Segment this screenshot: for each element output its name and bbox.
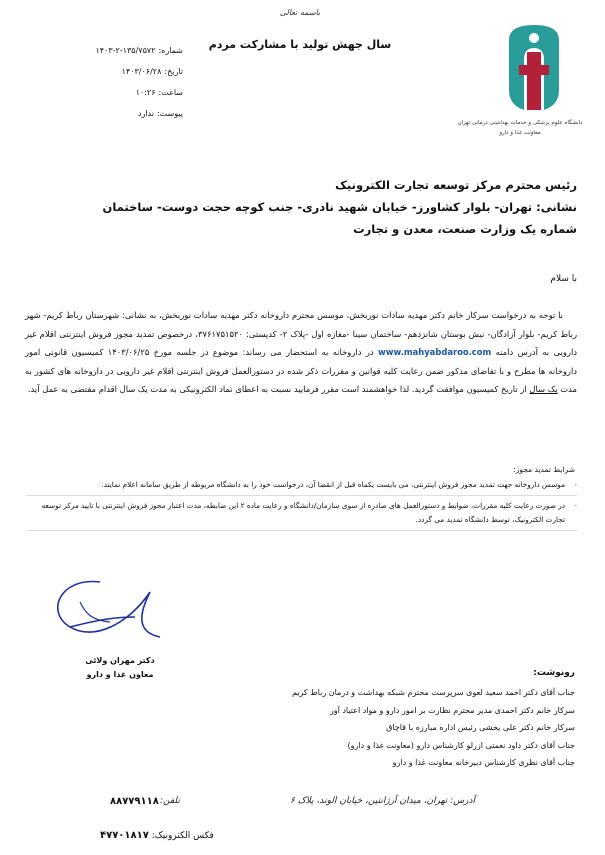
list-item: جناب آقای نظری کارشناس دبیرخانه معاونت غذا و دارو [392, 758, 575, 767]
footer-address: آدرس: تهران، میدان آرژانتین، خیابان الوند، پلاک ۶ [290, 796, 475, 806]
handwritten-signature [40, 572, 170, 652]
addressee-title: رئیس محترم مرکز توسعه تجارت الکترونیک [335, 178, 577, 192]
cc-title: رونوشت: [533, 668, 575, 678]
addressee-address: نشانی: تهران- بلوار کشاورز- خیابان شهید نادری- جنب کوچه حجت دوست- ساختمان [102, 200, 577, 214]
footer-tel-label: تلفن: [160, 796, 180, 806]
signer-name: دکتر مهران ولائی [85, 656, 155, 665]
year-slogan: سال جهش تولید با مشارکت مردم [208, 38, 392, 51]
meta-attachment: ندارد پیوست: [137, 109, 183, 118]
basmala: باسمه تعالی [279, 8, 321, 17]
meta-time: ۱۰:۲۶ ساعت: [135, 88, 183, 97]
duration-underlined: یک سال [529, 384, 558, 395]
meta-date: ۱۴۰۳/۰۶/۲۸ تاریخ: [121, 67, 183, 76]
footer-tel: ۸۸۷۷۹۱۱۸ [110, 796, 159, 807]
list-item: سرکار خانم دکتر علی یخشی رئیس اداره مبارزه با قاچاق [386, 723, 575, 732]
letter-meta [38, 40, 183, 124]
letter-body: با توجه به درخواست سرکار خانم دکتر مهدیه سادات نوربخش، موسس محترم داروخانه دکتر مهدیه سادات نوربخش، به نشانی: شهرستان رباط کریم- شهر رباط کریم- بلوار آزادگان- نبش بوستان شانزدهم- ساختمان سینا -مغازه اول -پلاک ۲- کدپستی: ۳۷۶۱۷۵۱۵۲۰، درخصوص تمدید مجوز فروش اینترنتی اقلام غیر دارویی به آدرس دامنه www.mahyabdaroo.com در داروخانه به استحضار می رساند: موضوع در جلسه مورخ ۱۴۰۳/۰۶/۲۵ کمیسیون قانونی امور داروخانه ها مطرح و با تقاضای مذکور ضمن رعایت کلیه قوانین و مقررات ذکر شده در دستورالعمل فروش اینترنتی اقلام غیر دارویی در داروخانه های کشور به مدت یک سال از تاریخ کمیسیون موافقت گردید. لذا خواهشمند است مقرر فرمایید نسبت به اعطای نماد الکترونیکی به مدت یک سال اقدام مقتضی به عمل آید. [25, 310, 577, 395]
conditions-title: شرایط تمدید مجوز: [513, 465, 575, 474]
meta-number: ۱۴۰۳-۲-۱۳۵/۷۵۷۲ شماره: [95, 46, 183, 55]
list-item: سرکار خانم دکتر احمدی مدیر محترم نظارت بر امور دارو و مواد اعتیاد آور [329, 705, 575, 715]
conditions-list [27, 478, 577, 534]
greeting: با سلام [550, 274, 577, 284]
addressee-block [27, 174, 577, 240]
addressee-address-cont: شماره یک وزارت صنعت، معدن و تجارت [353, 222, 577, 236]
list-item: جناب آقای دکتر داود نعمتی ازرلو کارشناس دارو (معاونت غذا و دارو) [347, 740, 575, 750]
organization-name: دانشگاه علوم پزشکی و خدمات بهداشتی درمانی تهران معاونت غذا و دارو [457, 120, 583, 136]
domain-link[interactable]: www.mahyabdaroo.com [378, 347, 492, 358]
list-item: - موسس داروخانه جهت تمدید مجوز فروش اینترنتی، می بایست یکماه قبل از انقضا آن، درخواست خود را به دانشگاه مربوطه از طریق سامانه اعلام نمایند. [27, 478, 577, 496]
footer-fax: فکس الکترونیک: ۴۷۷۰۱۸۱۷ [100, 830, 214, 841]
signer-block [60, 654, 180, 682]
list-item: - در صورت رعایت کلیه مقررات، ضوابط و دستورالعمل های صادره از سوی سازمان/دانشگاه و رعایت ماده ۲ این ضابطه، مدت اعتبار مجوز فروش اینترنتی با تایید مرکز توسعه تجارت الکترونیک، توسط دانشگاه تمدید می گردد. [27, 499, 577, 531]
signer-title: معاون غذا و دارو [86, 670, 154, 679]
cc-list [75, 684, 575, 772]
university-logo-icon [499, 20, 569, 115]
list-item: جناب آقای دکتر احمد سعید لعوی سرپرست محترم شبکه بهداشت و درمان رباط کریم [291, 688, 575, 697]
